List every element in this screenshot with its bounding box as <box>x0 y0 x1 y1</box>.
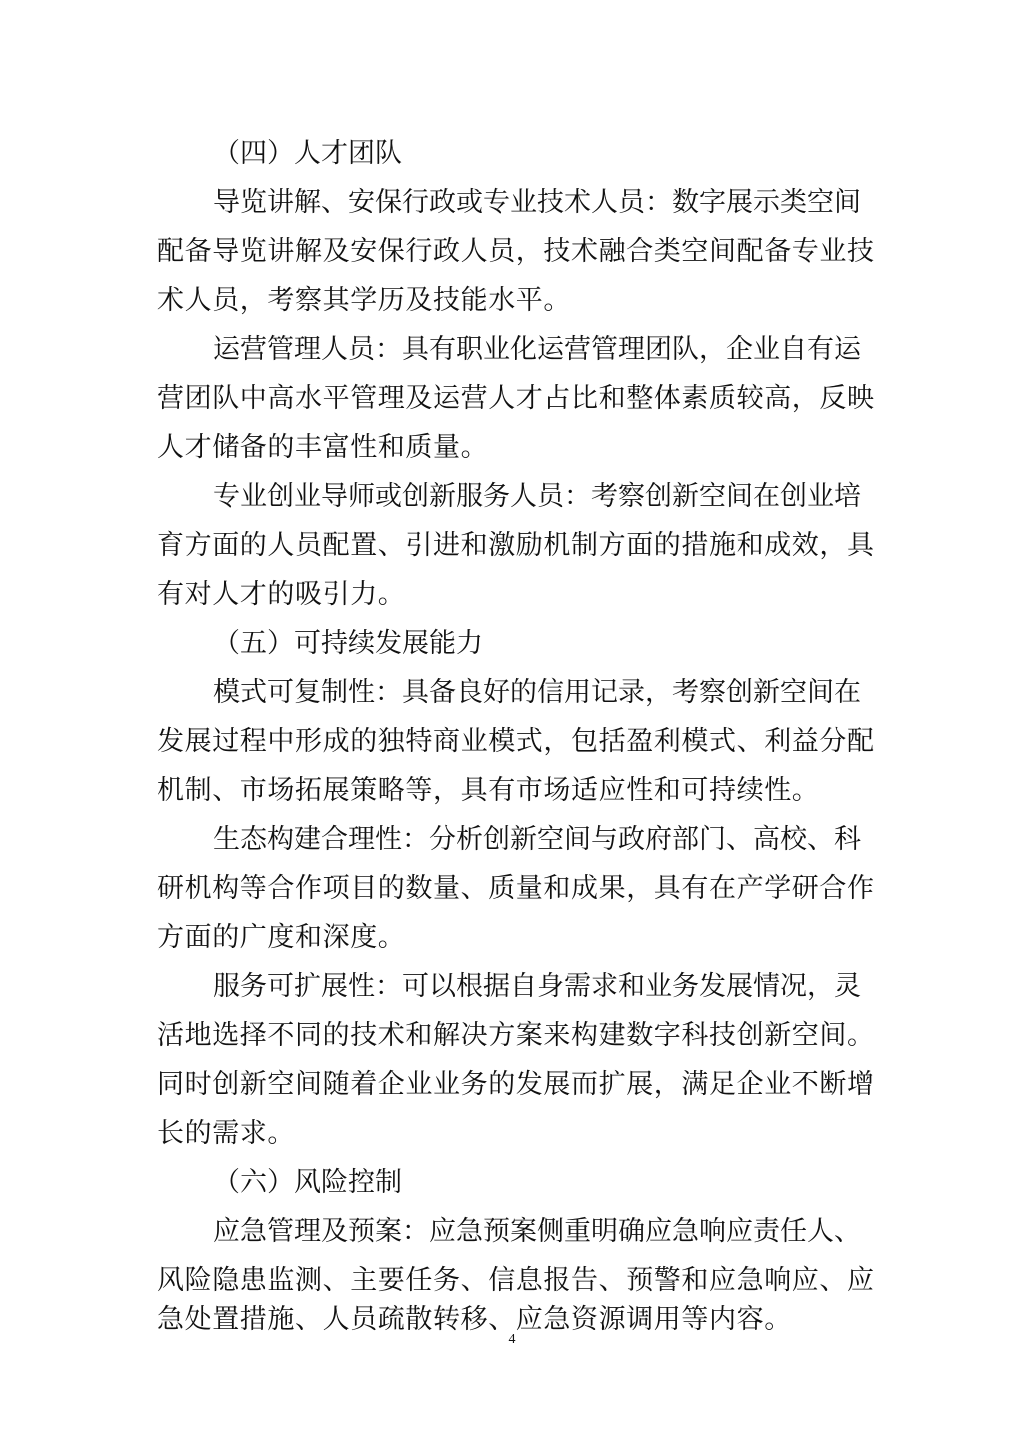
paragraph-line: 应急管理及预案：应急预案侧重明确应急响应责任人、 <box>213 1216 861 1247</box>
paragraph-line: 生态构建合理性：分析创新空间与政府部门、高校、科 <box>213 824 861 855</box>
paragraph-line: 运营管理人员：具有职业化运营管理团队，企业自有运 <box>213 334 861 365</box>
paragraph-line: 同时创新空间随着企业业务的发展而扩展，满足企业不断增 <box>157 1069 875 1100</box>
paragraph-line: 长的需求。 <box>157 1118 295 1149</box>
paragraph-line: 风险隐患监测、主要任务、信息报告、预警和应急响应、应 <box>157 1265 875 1296</box>
paragraph-line: 方面的广度和深度。 <box>157 922 406 953</box>
section-heading-6: （六）风险控制 <box>213 1167 402 1198</box>
paragraph-line: 专业创业导师或创新服务人员：考察创新空间在创业培 <box>213 481 861 512</box>
paragraph-line: 有对人才的吸引力。 <box>157 579 406 610</box>
section-heading-4: （四）人才团队 <box>213 138 402 169</box>
paragraph-line: 配备导览讲解及安保行政人员，技术融合类空间配备专业技 <box>157 236 875 267</box>
paragraph-line: 发展过程中形成的独特商业模式，包括盈利模式、利益分配 <box>157 726 875 757</box>
paragraph-line: 服务可扩展性：可以根据自身需求和业务发展情况，灵 <box>213 971 861 1002</box>
paragraph-line: 机制、市场拓展策略等，具有市场适应性和可持续性。 <box>157 775 820 806</box>
paragraph-line: 急处置措施、人员疏散转移、应急资源调用等内容。 <box>157 1304 792 1335</box>
paragraph-line: 导览讲解、安保行政或专业技术人员：数字展示类空间 <box>213 187 861 218</box>
paragraph-line: 模式可复制性：具备良好的信用记录，考察创新空间在 <box>213 677 861 708</box>
paragraph-line: 研机构等合作项目的数量、质量和成果，具有在产学研合作 <box>157 873 875 904</box>
page-number: 4 <box>508 1332 516 1347</box>
paragraph-line: 人才储备的丰富性和质量。 <box>157 432 489 463</box>
paragraph-line: 活地选择不同的技术和解决方案来构建数字科技创新空间。 <box>157 1020 875 1051</box>
section-heading-5: （五）可持续发展能力 <box>213 628 483 659</box>
paragraph-line: 营团队中高水平管理及运营人才占比和整体素质较高，反映 <box>157 383 875 414</box>
paragraph-line: 术人员，考察其学历及技能水平。 <box>157 285 571 316</box>
paragraph-line: 育方面的人员配置、引进和激励机制方面的措施和成效，具 <box>157 530 875 561</box>
